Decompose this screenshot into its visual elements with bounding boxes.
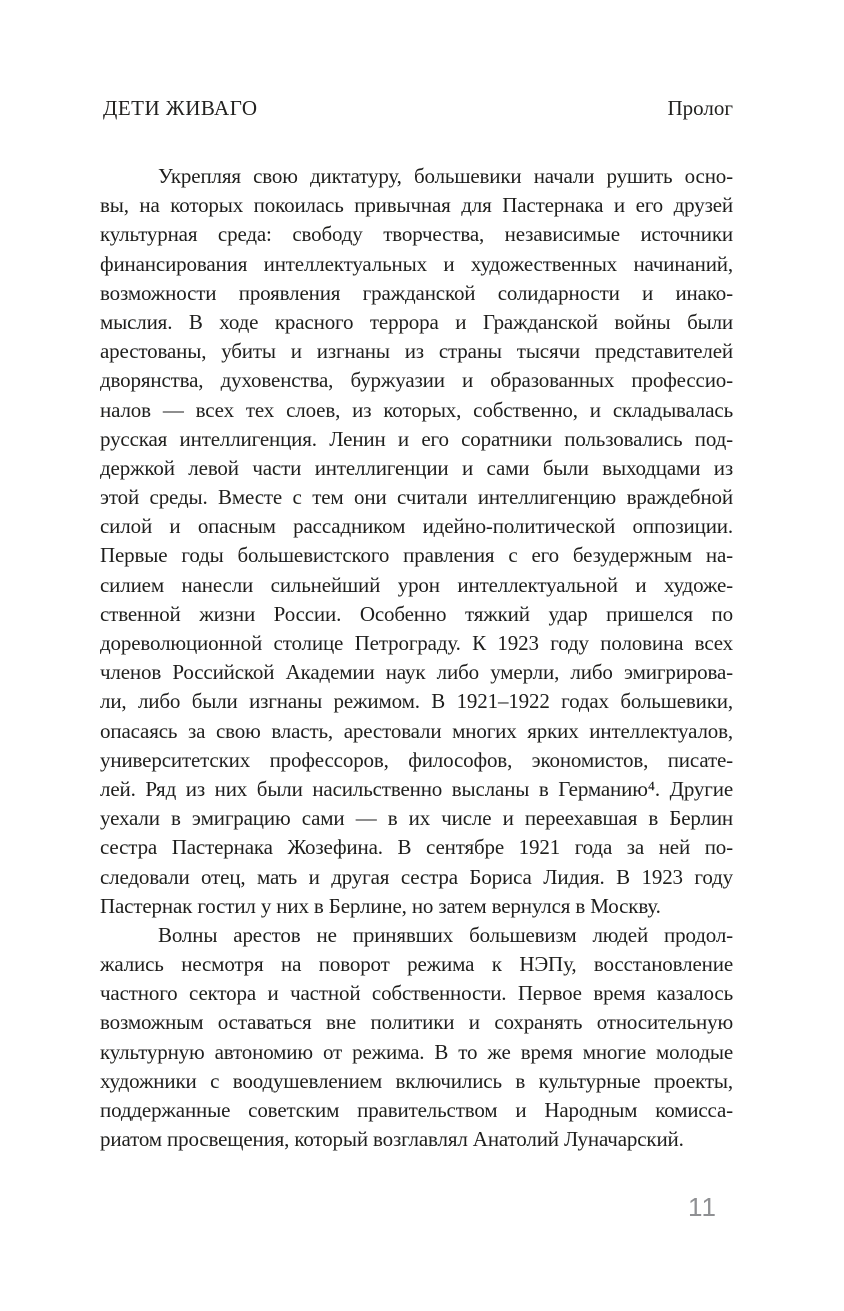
text-line: налов — всех тех слоев, из которых, собственно, и складывалась [100,397,733,422]
text-line: уехали в эмиграцию сами — в их числе и переехавшая в Берлин [100,806,733,831]
text-line: Пастернак гостил у них в Берлине, но затем вернулся в Москву. [100,893,661,918]
text-line: жались несмотря на поворот режима к НЭПу, восстановление [100,952,733,977]
text-line: членов Российской Академии наук либо умерли, либо эмигрирова- [100,660,733,685]
text-line: сестра Пастернака Жозефина. В сентябре 1921 года за ней по- [100,835,733,860]
running-header-book-title: ДЕТИ ЖИВАГО [103,96,258,120]
text-line: частного сектора и частной собственности. Первое время казалось [100,981,733,1006]
text-line: Первые годы большевистского правления с его безудержным на- [100,543,733,568]
text-line: культурную автономию от режима. В то же время многие молодые [100,1039,733,1064]
text-line: ственной жизни России. Особенно тяжкий удар пришелся по [100,601,733,626]
text-line: дореволюционной столице Петрограду. К 1923 году половина всех [100,631,733,655]
running-header-chapter-title: Пролог [667,96,733,120]
text-line: держкой левой части интеллигенции и сами были выходцами из [100,455,733,480]
text-line: финансирования интеллектуальных и художественных начинаний, [100,251,733,276]
text-line: возможным оставаться вне политики и сохранять относительную [100,1010,733,1035]
text-line: университетских профессоров, философов, экономистов, писате- [100,747,733,772]
text-line: арестованы, убиты и изгнаны из страны тысячи представителей [100,339,733,364]
text-line: Укрепляя свою диктатуру, большевики начали рушить осно- [158,164,733,188]
text-line: лей. Ряд из них были насильственно высланы в Германию⁴. Другие [100,776,733,801]
body-text [100,162,733,1154]
text-line: риатом просвещения, который возглавлял Анатолий Луначарский. [100,1127,684,1152]
text-line: силой и опасным рассадником идейно-политической оппозиции. [100,514,733,539]
text-line: русская интеллигенция. Ленин и его соратники пользовались под- [100,426,733,451]
text-line: художники с воодушевлением включились в культурные проекты, [100,1068,733,1093]
text-line: Волны арестов не принявших большевизм людей продол- [158,922,733,947]
text-line: возможности проявления гражданской солидарности и инако- [100,280,733,305]
text-line: культурная среда: свободу творчества, независимые источники [100,222,733,247]
running-header [103,96,733,120]
text-line: ли, либо были изгнаны режимом. В 1921–1922 годах большевики, [100,689,733,714]
text-line: мыслия. В ходе красного террора и Гражданской войны были [100,309,733,334]
text-line: дворянства, духовенства, буржуазии и образованных профессио- [100,368,733,393]
text-line: вы, на которых покоилась привычная для Пастернака и его друзей [100,193,733,218]
text-line: этой среды. Вместе с тем они считали интеллигенцию враждебной [100,485,733,510]
text-line: силием нанесли сильнейший урон интеллектуальной и художе- [100,572,733,597]
text-line: поддержанные советским правительством и Народным комисса- [100,1098,733,1122]
text-line: опасаясь за свою власть, арестовали многих ярких интеллектуалов, [100,718,733,743]
text-line: следовали отец, мать и другая сестра Бориса Лидия. В 1923 году [100,864,733,889]
page-number: 11 [688,1192,717,1222]
